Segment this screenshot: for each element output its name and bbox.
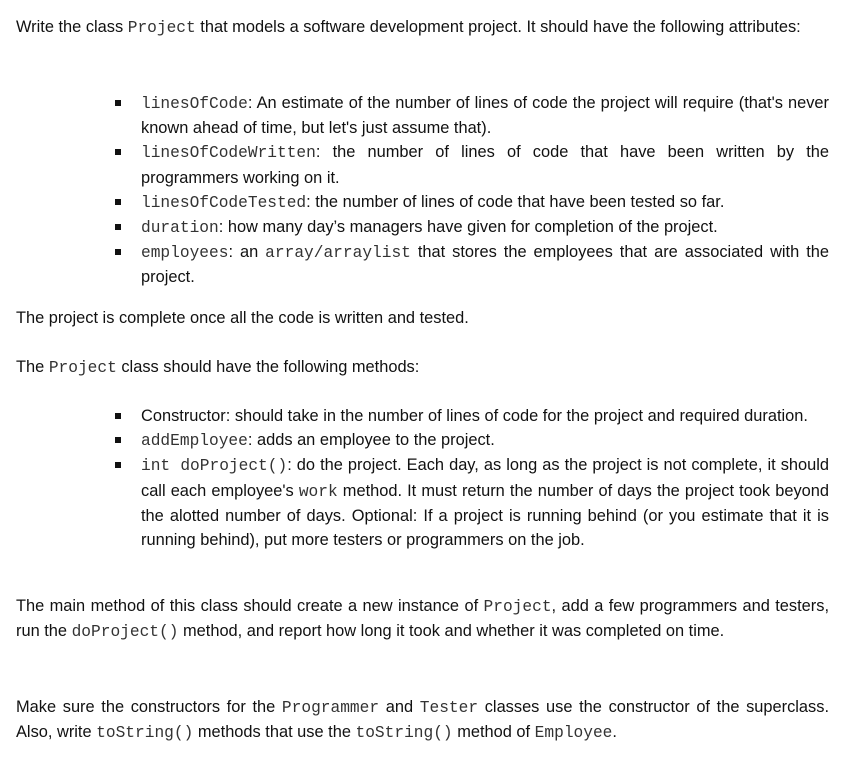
code-project: Project [483,598,552,616]
final-text-6: . [612,723,617,742]
bullet-icon [115,413,121,419]
final-text-2: and [379,698,420,716]
intro-text-2: that models a software development project. It should have the following attributes: [195,18,801,36]
attribute-description: : the number of lines of code that have been written by the programmers working on it. [141,143,829,187]
methods-list [141,404,829,552]
attribute-description: : an [228,243,266,262]
methods-intro-text: The [16,358,49,376]
main-method-paragraph [16,594,829,644]
attribute-name: linesOfCode [141,95,248,113]
method-name: int doProject() [141,457,288,476]
code-tostring: toString() [96,724,194,743]
final-paragraph [16,695,829,745]
code-tostring-2: toString() [355,724,453,743]
methods-intro-paragraph [16,355,829,380]
bullet-icon [115,437,121,443]
final-text-5: method of [452,723,535,742]
code-work: work [298,482,338,501]
list-item [141,91,829,140]
final-text-3: classes use the constructor of the superclass. Also, write [16,698,829,742]
code-project: Project [127,19,196,37]
code-tester: Tester [419,699,479,717]
method-description: Constructor: should take in the number of lines of code for the project and required duration. [141,407,808,425]
attribute-type: array/arraylist [265,244,411,263]
intro-text: Write the class [16,18,128,36]
list-item [141,240,829,289]
list-item [141,140,829,189]
list-item [141,215,829,240]
methods-intro-text-2: class should have the following methods: [116,358,420,376]
main-text-3: method, and report how long it took and whether it was completed on time. [178,622,725,641]
main-text-2: , add a few programmers and testers, run the [16,597,829,641]
method-description-2: method. It must return the number of days the project took beyond the alotted number of days. Optional: If a project is running behind (or you estimate that it is running behind), put more testers or programmers on the job. [141,481,829,550]
method-description: : do the project. Each day, as long as the project is not complete, it should call each employee's [141,456,829,500]
list-item [141,453,829,552]
attribute-description: : the number of lines of code that have been tested so far. [306,192,725,211]
method-description: : adds an employee to the project. [247,431,495,450]
attribute-description-2: that stores the employees that are associated with the project. [141,243,829,287]
attribute-name: linesOfCodeTested [141,193,307,212]
bullet-icon [115,249,121,255]
intro-paragraph [16,15,829,40]
attribute-name: employees [141,244,229,263]
bullet-icon [115,462,121,468]
bullet-icon [115,199,121,205]
final-text: Make sure the constructors for the [16,698,282,716]
main-text: The main method of this class should create a new instance of [16,597,484,615]
list-item [141,190,829,215]
list-item [141,428,829,453]
attribute-name: linesOfCodeWritten [141,144,316,163]
bullet-icon [115,100,121,106]
attribute-name: duration [141,219,219,238]
code-employee: Employee [534,724,613,743]
bullet-icon [115,149,121,155]
list-item [141,404,829,428]
method-name: addEmployee [141,432,248,451]
code-project: Project [48,359,117,377]
attributes-list [141,91,829,290]
code-doproject: doProject() [71,623,179,642]
code-programmer: Programmer [281,699,380,717]
bullet-icon [115,224,121,230]
complete-paragraph: The project is complete once all the code is written and tested. [16,309,469,327]
final-text-4: methods that use the [193,723,356,742]
attribute-description: : An estimate of the number of lines of code the project will require (that's never known ahead of time, but let's just assume that). [141,94,829,138]
attribute-description: : how many day’s managers have given for completion of the project. [218,218,718,237]
